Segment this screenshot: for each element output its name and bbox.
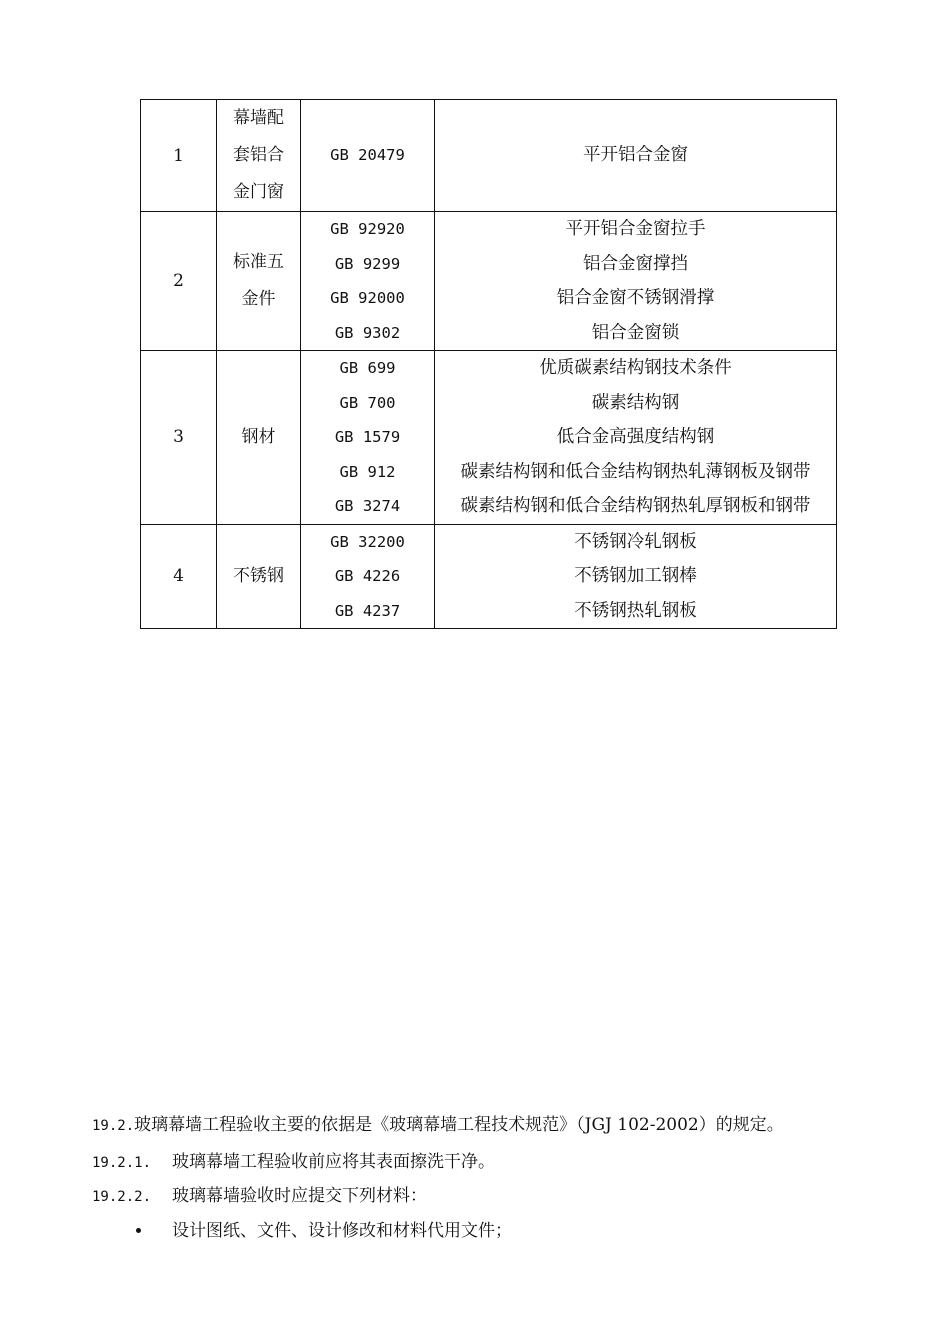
- table-row: [141, 351, 837, 525]
- paragraph-19-2-1: [92, 1147, 495, 1172]
- table-row: [141, 212, 837, 351]
- standard-code: GB 4237: [334, 601, 401, 620]
- standard-code-cell: [301, 351, 435, 525]
- standard-code: GB 699: [339, 359, 396, 377]
- category-cell: [217, 100, 301, 212]
- standard-code: GB 912: [339, 462, 396, 481]
- standard-name: 铝合金窗锁: [591, 322, 680, 343]
- bullet-item: [172, 1216, 512, 1241]
- standard-code: GB 3274: [334, 497, 401, 515]
- standard-name: 低合金高强度结构钢: [556, 427, 715, 447]
- standard-name-cell: [435, 100, 837, 212]
- standard-name: 不锈钢加工钢棒: [574, 566, 697, 586]
- bullet-text: 设计图纸、文件、设计修改和材料代用文件；: [172, 1221, 512, 1241]
- standard-code: GB 92920: [330, 220, 405, 238]
- paragraph-text: 玻璃幕墙验收时应提交下列材料：: [172, 1186, 427, 1206]
- standard-name: 平开铝合金窗拉手: [565, 219, 706, 239]
- standard-code-cell: [301, 100, 435, 212]
- paragraph-text: 玻璃幕墙工程验收前应将其表面擦洗干净。: [172, 1152, 495, 1172]
- table-row: [141, 524, 837, 629]
- section-number: 19.2.: [92, 1118, 135, 1134]
- row-number: 1: [141, 100, 217, 212]
- category-text: 幕墙配: [233, 108, 284, 128]
- bullet-dot: [136, 1228, 141, 1233]
- standard-name-cell: [435, 524, 837, 629]
- category-cell: [217, 212, 301, 351]
- standards-table: [140, 99, 837, 629]
- standard-name-cell: [435, 212, 837, 351]
- category-text: 不锈钢: [233, 565, 284, 586]
- standard-name: 不锈钢热轧钢板: [574, 600, 697, 621]
- standard-name: 铝合金窗撑挡: [583, 253, 688, 274]
- standard-name: 铝合金窗不锈钢滑撑: [556, 288, 715, 308]
- standard-code: GB 700: [339, 393, 396, 412]
- category-text: 金件: [241, 289, 276, 309]
- category-cell: [217, 524, 301, 629]
- standard-name: 碳素结构钢: [591, 392, 680, 413]
- standard-name: 碳素结构钢和低合金结构钢热轧薄钢板及钢带: [460, 461, 811, 482]
- standard-code-cell: [301, 524, 435, 629]
- standard-name: 优质碳素结构钢技术条件: [539, 358, 732, 378]
- paragraph-19-2-2: [92, 1181, 427, 1206]
- row-number: 2: [141, 212, 217, 351]
- section-number: 19.2.2.: [92, 1189, 152, 1205]
- standard-code: GB 92000: [330, 289, 405, 307]
- row-number: 3: [141, 351, 217, 525]
- category-text: 套铝合: [233, 145, 284, 165]
- paragraph-19-2: [92, 1110, 784, 1135]
- standard-code-cell: [301, 212, 435, 351]
- standard-name: 平开铝合金窗: [583, 145, 688, 166]
- standard-code: GB 9302: [334, 323, 401, 342]
- table-row: [141, 100, 837, 212]
- standard-code: GB 20479: [330, 146, 405, 165]
- standard-name: 碳素结构钢和低合金结构钢热轧厚钢板和钢带: [460, 496, 811, 516]
- standard-code: GB 4226: [334, 567, 401, 585]
- standard-name-cell: [435, 351, 837, 525]
- row-number: 4: [141, 524, 217, 629]
- section-number: 19.2.1.: [92, 1155, 152, 1171]
- category-text: 金门窗: [233, 182, 284, 202]
- category-cell: [217, 351, 301, 525]
- category-text: 标准五: [233, 252, 284, 272]
- standard-code: GB 9299: [334, 254, 401, 273]
- paragraph-text: 玻璃幕墙工程验收主要的依据是《玻璃幕墙工程技术规范》（JGJ 102-2002）的规定。: [134, 1115, 784, 1135]
- standard-name: 不锈钢冷轧钢板: [574, 531, 697, 552]
- standard-code: GB 32200: [330, 532, 405, 551]
- category-text: 钢材: [241, 426, 276, 447]
- standard-code: GB 1579: [334, 428, 401, 446]
